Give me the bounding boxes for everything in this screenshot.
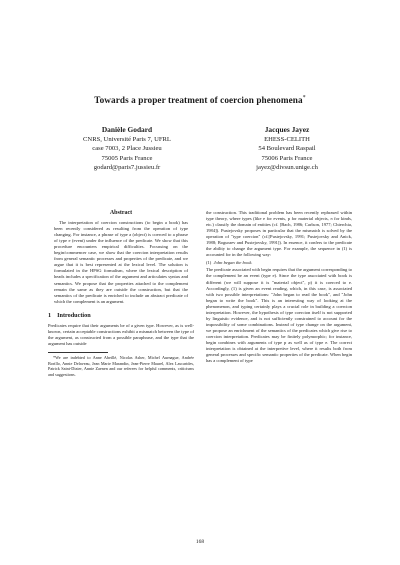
left-column: [48, 210, 194, 379]
intro-paragraph: Predicates require that their arguments be of a given type. However, as is well-known, certain acceptable constructions exhibit a mismatch between the type of the argument, as constructed from a possible paraphrase, and the type that the argument has outside: [48, 322, 194, 346]
footnote: *We are indebted to Anne Abeillé, Nicolas Asher, Michel Aurnague, Andrée Borillo, Annie Delaveau, Jean Marie Marandin, Jean-Pierre Maurel, Alex Lascarides, Patrick Saint-Dizier, Annie Zaenen and our referees for helpful comments, criticisms and suggestions.: [48, 354, 194, 377]
author-address: case 7003, 2 Place Jussieu: [92, 145, 162, 153]
paper-title: [0, 95, 400, 105]
abstract: [48, 220, 194, 305]
author-city: 75005 Paris France: [101, 154, 153, 162]
example-sentence: [206, 260, 352, 266]
title-footnote-mark: *: [302, 95, 306, 101]
author-email: jayez@divsun.unige.ch: [256, 163, 318, 171]
body-paragraph: the construction. This traditional problem has been recently rephrased within type theory, where types (like e for events, p for material objects, π for kinds, etc.) classify the domain of entities (cf. [Bach, 1986; Carlson, 1977; Chierchia, 1984]). Pustejovsky proposes in particular that the mismatch is solved by the operation of "type coercion" (cf.[Pustejovsky, 1991; Pustejovsky and Anick, 1988; Boguraev and Pustejovsky, 1991]). In essence, it confers to the predicate the ability to change the argument type. For example, the sequence in (1) is accounted for in the following way:: [206, 210, 352, 258]
footnote-rule: [48, 352, 108, 353]
author-affiliation: CNRS, Université Paris 7, UFRL: [83, 136, 171, 144]
author-city: 75006 Paris France: [261, 154, 313, 162]
body-paragraph: The predicate associated with begin requires that the argument corresponding to the complement be an event (type e). Since the type associated with book is different (we will suppose it is "material object", p) it is coerced to e. Accordingly, (1) is given an event reading, which, in this case, is associated with two possible interpretations: "John began to read the book", and "John began to write the book". This is an interesting way of looking at the phenomenon, and typing certainly plays a crucial role in building a coercion interpretation. However, the hypothesis of type coercion itself is not supported by linguistic evidence, and is not sufficiently constrained to account for the impossibility of some combinations. Instead of type change on the argument, we propose an enrichment of the semantics of the predicates which give rise to coercion interpretation. Predicates may be finitely polymorphic; for instance, begin combines with arguments of type p as well as of type e. The correct interpretation is obtained at the interpretive level, where it results both from general processes and specific semantic properties of the predicate. When begin has a complement of type: [206, 267, 352, 364]
section-title: Introduction: [57, 311, 91, 319]
right-column: [206, 210, 352, 366]
page-number: 168: [195, 539, 205, 545]
title-text: Towards a proper treatment of coercion phenomena: [94, 95, 303, 106]
author-block-2: [212, 125, 362, 172]
author-name: Jacques Jayez: [264, 125, 310, 134]
author-address: 54 Boulevard Raspail: [258, 145, 316, 153]
author-email: godard@paris7.jussieu.fr: [93, 163, 161, 171]
abstract-text: The interpretation of coercion constructions (to begin a book) has been recently considered as resulting from the operation of type changing. For instance, a phrase of type a (object) is coerced to a phrase of type e (event) under the influence of the predicate. We show that this procedure encounters empirical difficulties. Focussing on the begin/commencer case, we show that the coercion interpretation results from general semantic processes and properties of the predicate, and we argue that it is best represented at the lexical level. The solution is formulated in the HPSG formalism, where the lexical description of heads includes a specification of the argument and articulates syntax and semantics. We propose that the properties attached to the complement remain the same as they are outside the construction, but that the semantics of the predicate is enriched to include an abstract predicate of which the complement is an argument.: [54, 220, 188, 304]
author-block-1: [52, 125, 202, 172]
section-number: 1: [48, 311, 52, 319]
example-number: (1): [206, 259, 212, 265]
section-heading: [48, 313, 194, 319]
abstract-heading: Abstract: [109, 210, 133, 216]
author-affiliation: EHESS-CELITH: [264, 136, 310, 144]
author-name: Danièle Godard: [101, 125, 153, 134]
example-text: John began the book.: [213, 259, 253, 265]
